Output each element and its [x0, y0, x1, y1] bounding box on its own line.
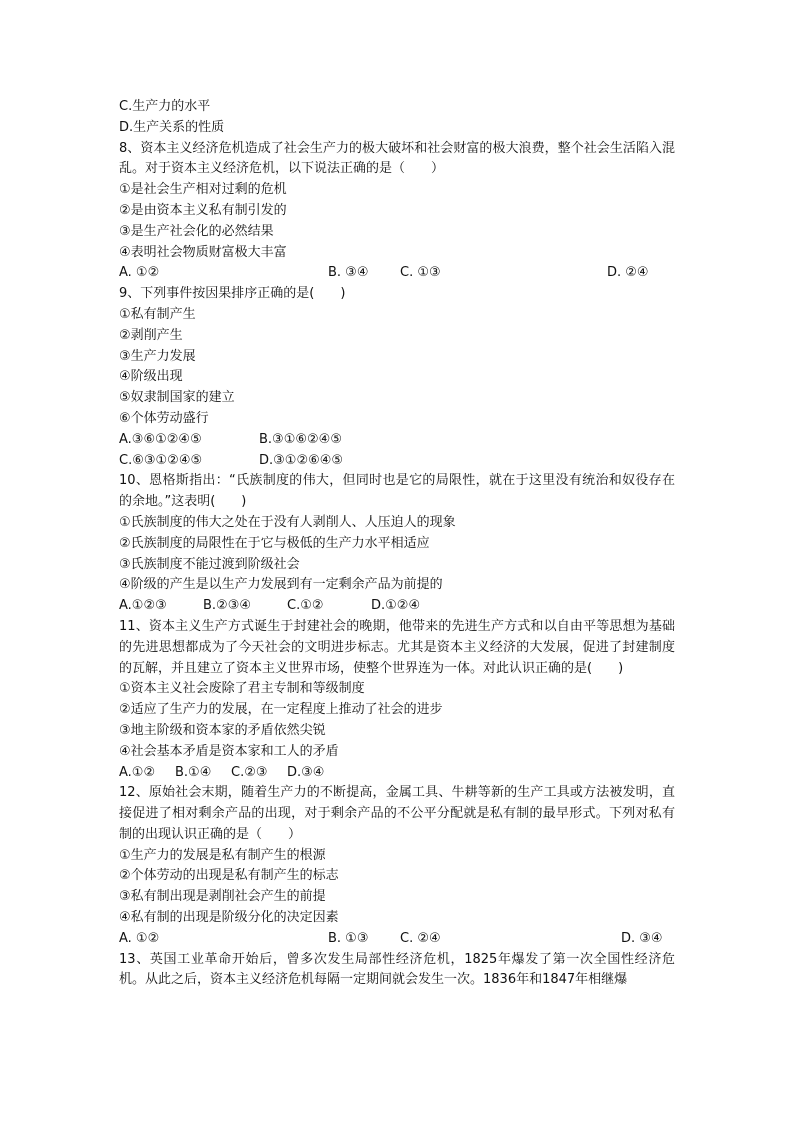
question-8-stem: 8、资本主义经济危机造成了社会生产力的极大破坏和社会财富的极大浪费，整个社会生活陷入混乱。对于资本主义经济危机，以下说法正确的是（ ） — [119, 140, 675, 177]
question-11-item-4: ④社会基本矛盾是资本家和工人的矛盾 — [119, 743, 339, 759]
question-9-item-1: ①私有制产生 — [119, 306, 196, 322]
exam-page — [119, 97, 675, 991]
question-9-choice-a: A.③⑥①②④⑤ — [119, 431, 202, 447]
question-9-item-4: ④阶级出现 — [119, 369, 183, 385]
question-9-item-6: ⑥个体劳动盛行 — [119, 410, 209, 426]
question-13-stem: 13、英国工业革命开始后，曾多次发生局部性经济危机，1825年爆发了第一次全国性经济危机。从此之后，资本主义经济危机每隔一定期间就会发生一次。1836年和1847年相继爆 — [119, 951, 675, 988]
question-9-item-3: ③生产力发展 — [119, 348, 196, 364]
question-10-item-4: ④阶级的产生是以生产力发展到有一定剩余产品为前提的 — [119, 577, 443, 593]
question-10-choice-a: A.①②③ — [119, 598, 167, 614]
question-9-choice-c: C.⑥③①②④⑤ — [119, 452, 203, 468]
question-8-choice-b: B. ③④ — [328, 265, 369, 281]
question-8-item-2: ②是由资本主义私有制引发的 — [119, 202, 287, 218]
question-10-choices — [119, 596, 675, 617]
question-12-item-2: ②个体劳动的出现是私有制产生的标志 — [119, 868, 339, 884]
question-9-choices-row-2 — [119, 451, 675, 472]
question-10-stem: 10、恩格斯指出：“氏族制度的伟大，但同时也是它的局限性，就在于这里没有统治和奴役存在的余地。”这表明( ) — [119, 473, 675, 510]
question-9-item-2: ②剥削产生 — [119, 327, 183, 343]
question-12-stem: 12、原始社会末期，随着生产力的不断提高，金属工具、牛耕等新的生产工具或方法被发明，直接促进了相对剩余产品的出现，对于剩余产品的不公平分配就是私有制的最早形式。下列对私有制的出现认识正确的是（ ） — [119, 785, 675, 842]
question-8-choice-a: A. ①② — [119, 265, 160, 281]
question-8-choice-d: D. ②④ — [607, 265, 649, 281]
question-9-choice-b: B.③①⑥②④⑤ — [259, 431, 342, 447]
question-10-choice-d: D.①②④ — [371, 598, 421, 614]
question-11-choice-c: C.②③ — [231, 764, 268, 780]
question-10-choice-b: B.②③④ — [203, 598, 252, 614]
question-10-item-2: ②氏族制度的局限性在于它与极低的生产力水平相适应 — [119, 535, 430, 551]
question-12-choice-c: C. ②④ — [400, 930, 441, 946]
question-12-choices — [119, 929, 675, 950]
question-11-choice-d: D.③④ — [287, 764, 325, 780]
question-12-item-4: ④私有制的出现是阶级分化的决定因素 — [119, 910, 339, 926]
question-11-choices — [119, 763, 675, 784]
question-10-choice-c: C.①② — [287, 598, 324, 614]
question-12-choice-d: D. ③④ — [621, 930, 663, 946]
question-8-item-1: ①是社会生产相对过剩的危机 — [119, 182, 287, 198]
option-d-line: D.生产关系的性质 — [119, 119, 225, 135]
question-11-choice-b: B.①④ — [175, 764, 212, 780]
question-9-choices-row-1 — [119, 430, 675, 451]
question-8-choices — [119, 263, 675, 284]
question-11-item-1: ①资本主义社会废除了君主专制和等级制度 — [119, 681, 365, 697]
question-11-stem: 11、资本主义生产方式诞生于封建社会的晚期，他带来的先进生产方式和以自由平等思想为基础的先进思想都成为了今天社会的文明进步标志。尤其是资本主义经济的大发展，促进了封建制度的瓦解，并且建立了资本主义世界市场，使整个世界连为一体。对此认识正确的是( ) — [119, 618, 675, 676]
question-9-item-5: ⑤奴隶制国家的建立 — [119, 390, 235, 406]
question-8-item-3: ③是生产社会化的必然结果 — [119, 223, 274, 239]
question-8-item-4: ④表明社会物质财富极大丰富 — [119, 244, 287, 260]
question-10-item-3: ③氏族制度不能过渡到阶级社会 — [119, 556, 300, 572]
question-12-item-3: ③私有制出现是剥削社会产生的前提 — [119, 889, 326, 905]
question-11-item-2: ②适应了生产力的发展，在一定程度上推动了社会的进步 — [119, 702, 443, 718]
question-9-stem: 9、下列事件按因果排序正确的是( ) — [119, 286, 346, 302]
question-8-choice-c: C. ①③ — [400, 265, 441, 281]
question-11-choice-a: A.①② — [119, 764, 156, 780]
question-12-choice-b: B. ①③ — [328, 930, 369, 946]
question-12-item-1: ①生产力的发展是私有制产生的根源 — [119, 847, 326, 863]
question-10-item-1: ①氏族制度的伟大之处在于没有人剥削人、人压迫人的现象 — [119, 514, 456, 530]
question-12-choice-a: A. ①② — [119, 930, 160, 946]
question-9-choice-d: D.③①②⑥④⑤ — [259, 452, 344, 468]
question-11-item-3: ③地主阶级和资本家的矛盾依然尖锐 — [119, 722, 326, 738]
option-c-line: C.生产力的水平 — [119, 99, 211, 114]
